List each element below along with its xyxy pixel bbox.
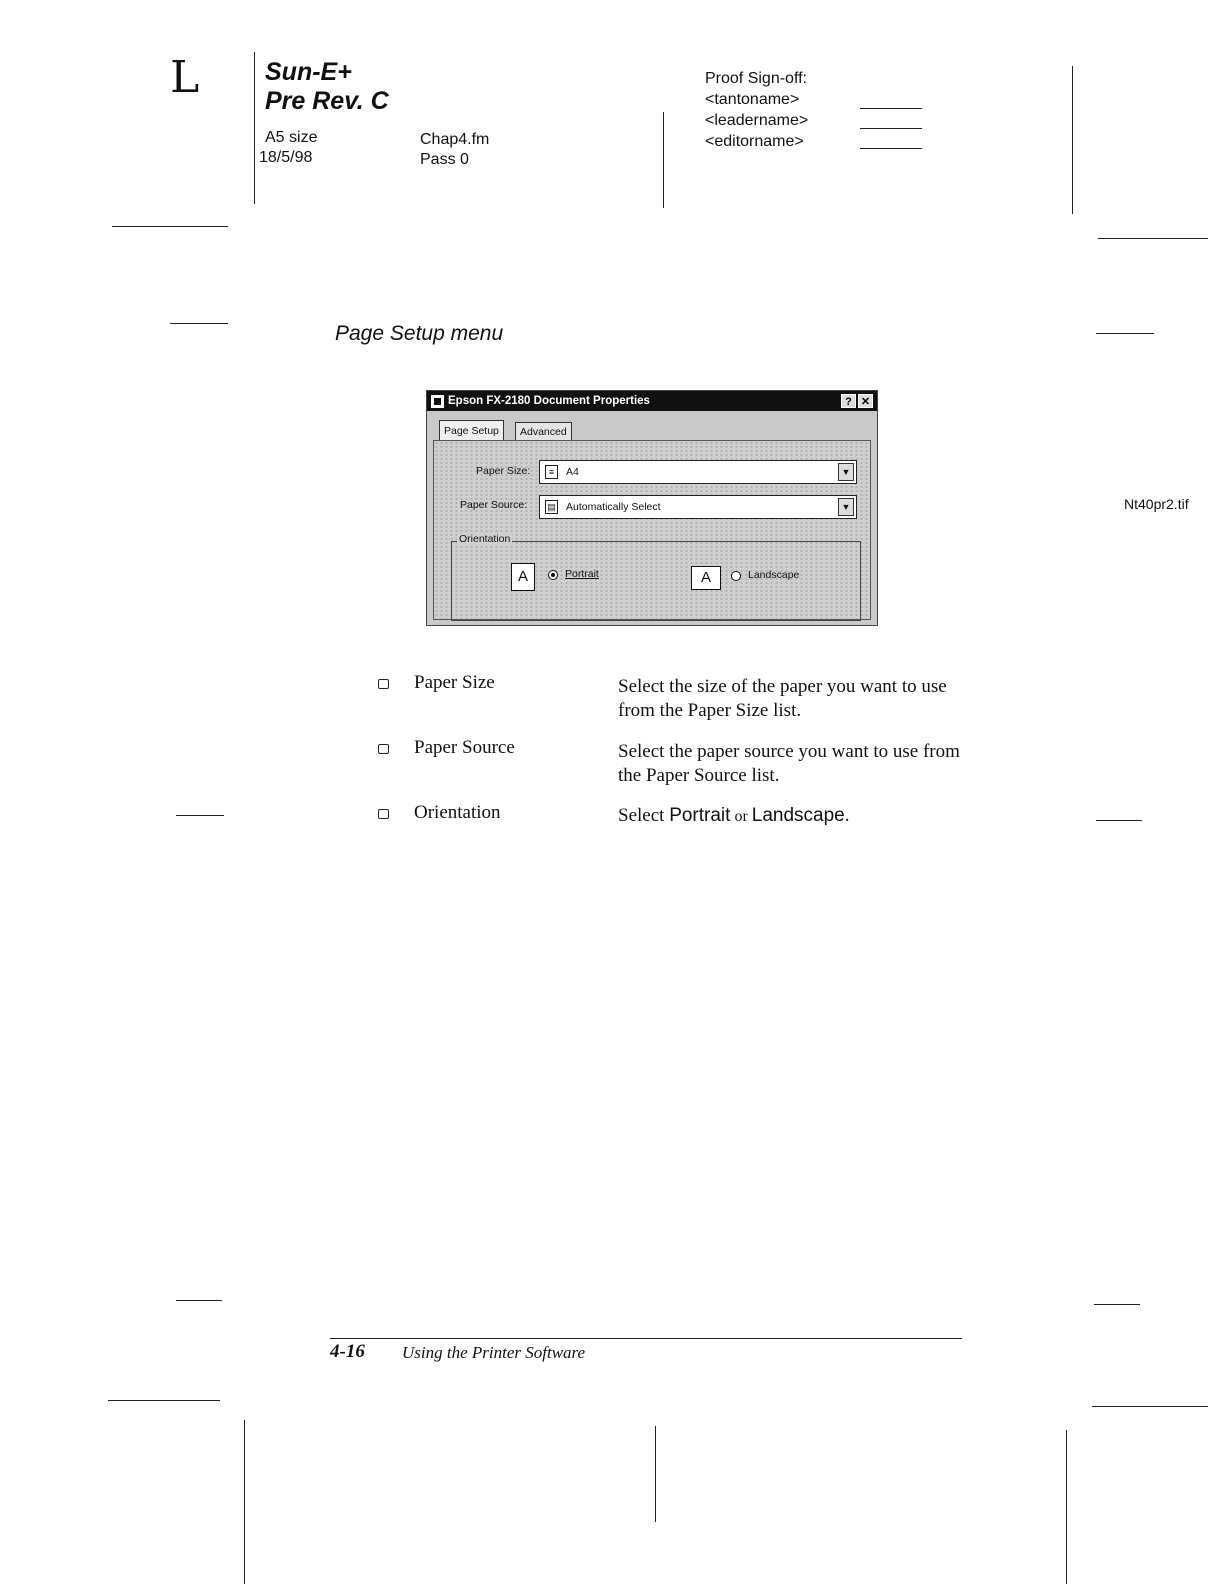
crop-mark — [244, 1420, 245, 1584]
orientation-label: Orientation — [459, 533, 511, 545]
option-description-text: . — [844, 805, 850, 826]
option-description — [618, 804, 978, 829]
option-name: Paper Size — [414, 672, 495, 693]
option-name: Paper Source — [414, 737, 515, 758]
crop-mark — [170, 323, 228, 324]
help-button[interactable]: ? — [841, 394, 856, 408]
image-file-note: Nt40pr2.tif — [1124, 496, 1189, 512]
paper-size-info: A5 size — [265, 129, 318, 146]
landscape-radio[interactable] — [731, 571, 741, 581]
section-title: Page Setup menu — [335, 322, 504, 345]
page-number: 4-16 — [330, 1341, 365, 1362]
tab-advanced[interactable]: Advanced — [515, 422, 572, 440]
option-description-text: Select — [618, 805, 670, 826]
crop-mark — [1072, 66, 1073, 214]
proof-title-line1: Sun-E+ — [265, 58, 352, 86]
portrait-label[interactable]: Portrait — [565, 568, 599, 580]
close-button[interactable]: ✕ — [858, 394, 873, 408]
paper-source-select[interactable] — [539, 495, 857, 519]
tray-icon: ▤ — [545, 500, 558, 514]
crop-mark — [108, 1400, 220, 1401]
landscape-page-icon: A — [691, 566, 721, 590]
signoff-name: <tantoname> — [705, 91, 800, 108]
proof-title — [265, 58, 389, 116]
crop-mark — [1092, 1406, 1208, 1407]
landscape-label[interactable]: Landscape — [748, 569, 800, 581]
printer-icon — [431, 395, 444, 408]
crop-mark — [663, 112, 664, 208]
proof-title-line2: Pre Rev. C — [265, 87, 389, 115]
chevron-down-icon[interactable]: ▼ — [838, 463, 854, 481]
crop-mark — [254, 52, 255, 204]
landscape-term: Landscape — [751, 805, 845, 826]
proof-date: 18/5/98 — [259, 149, 313, 166]
crop-mark — [1098, 238, 1208, 239]
option-description: Select the size of the paper you want to use from the Paper Size list. — [618, 676, 947, 721]
crop-mark — [655, 1426, 656, 1522]
document-properties-dialog — [426, 390, 878, 626]
paper-source-label: Paper Source: — [460, 499, 528, 511]
crop-mark — [112, 226, 228, 227]
dialog-titlebar — [427, 391, 877, 411]
portrait-term: Portrait — [669, 805, 731, 826]
footer-rule — [330, 1338, 962, 1339]
option-name: Orientation — [414, 802, 501, 823]
signoff-line — [860, 128, 922, 129]
crop-mark — [1094, 1304, 1140, 1305]
option-description-text: or — [730, 808, 752, 825]
checkbox-bullet-icon — [378, 679, 389, 689]
signoff-line — [860, 148, 922, 149]
pass-number: Pass 0 — [420, 151, 469, 168]
crop-mark — [1096, 333, 1154, 334]
paper-size-value: A4 — [566, 466, 579, 478]
signoff-title: Proof Sign-off: — [705, 70, 807, 87]
file-name: Chap4.fm — [420, 131, 490, 148]
paper-source-value: Automatically Select — [566, 501, 661, 513]
corner-mark: L — [170, 52, 200, 103]
crop-mark — [176, 1300, 222, 1301]
checkbox-bullet-icon — [378, 809, 389, 819]
signoff-line — [860, 108, 922, 109]
option-description: Select the paper source you want to use from the Paper Source list. — [618, 741, 960, 786]
crop-mark — [1066, 1430, 1067, 1584]
portrait-radio[interactable] — [548, 570, 558, 580]
portrait-page-icon: A — [511, 563, 535, 591]
document-icon: ≡ — [545, 465, 558, 479]
chapter-title: Using the Printer Software — [402, 1343, 586, 1362]
signoff-name: <leadername> — [705, 112, 809, 129]
crop-mark — [176, 815, 224, 816]
crop-mark — [1096, 820, 1142, 821]
dialog-title: Epson FX-2180 Document Properties — [448, 395, 650, 407]
chevron-down-icon[interactable]: ▼ — [838, 498, 854, 516]
tab-page-setup[interactable]: Page Setup — [439, 420, 504, 440]
signoff-name: <editorname> — [705, 133, 804, 150]
checkbox-bullet-icon — [378, 744, 389, 754]
paper-size-label: Paper Size: — [476, 465, 531, 477]
signoff-block — [705, 68, 808, 152]
paper-size-select[interactable] — [539, 460, 857, 484]
